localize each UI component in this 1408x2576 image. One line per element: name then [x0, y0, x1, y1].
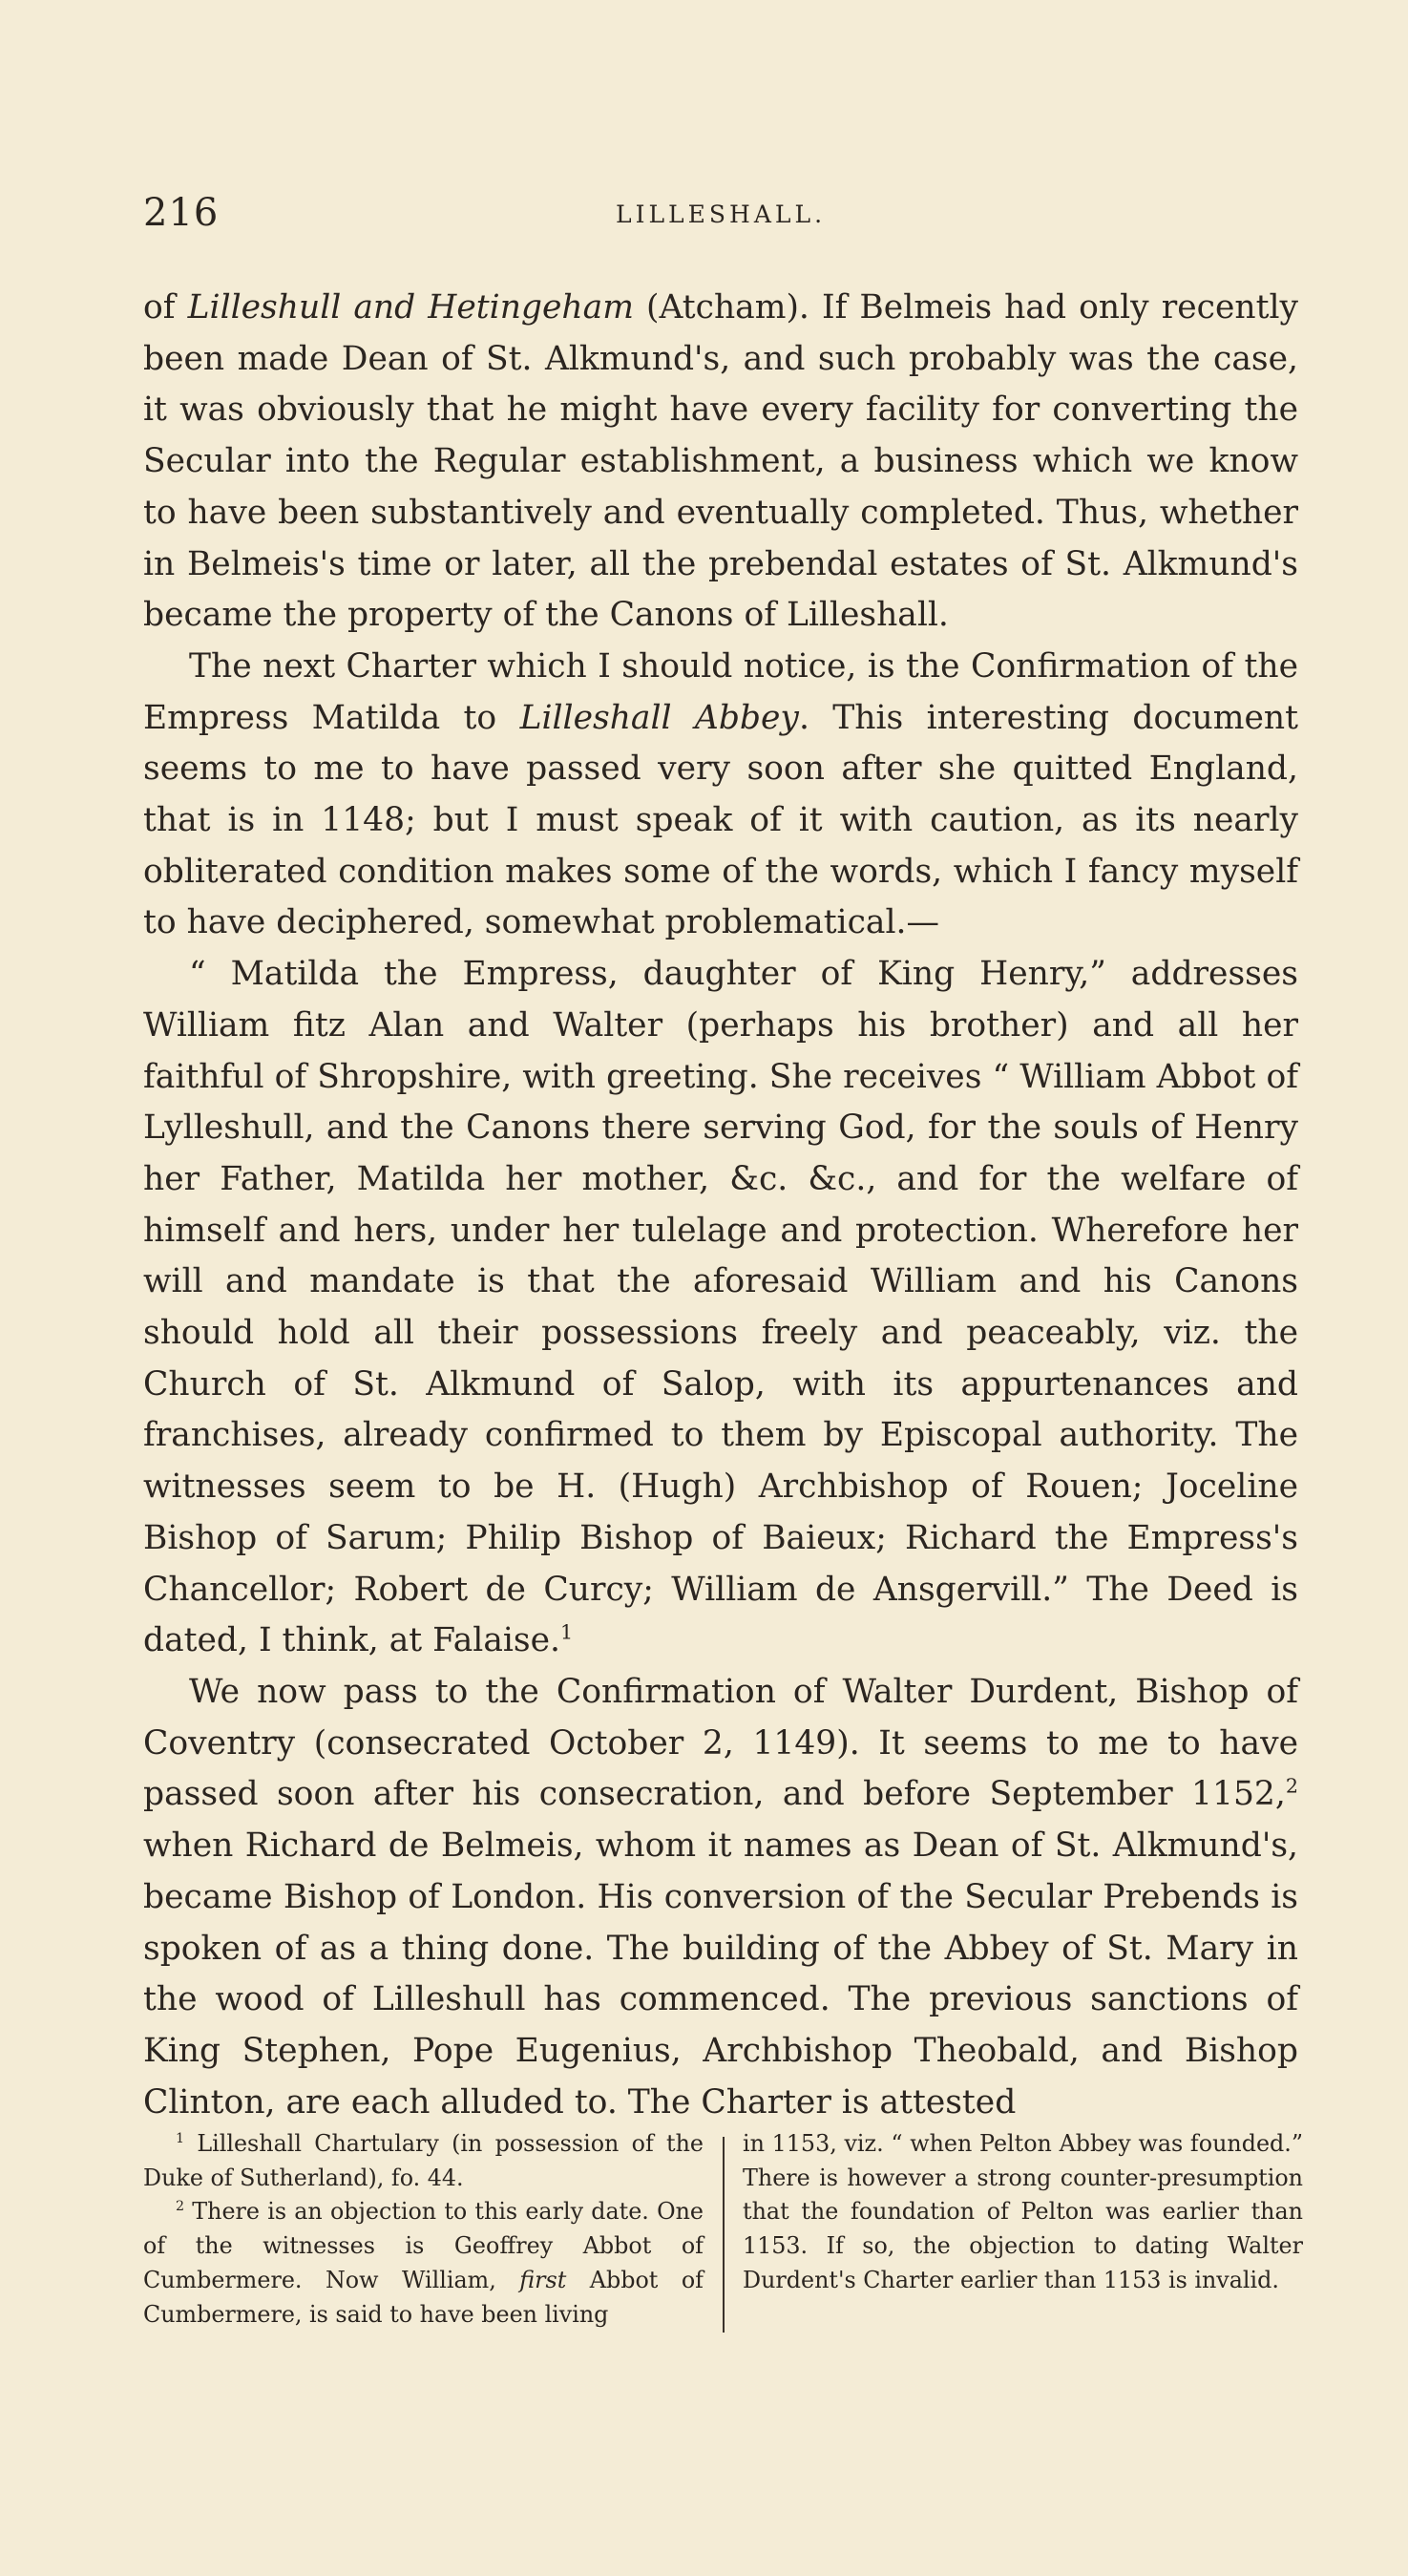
footnote [143, 2127, 704, 2195]
text-run: “ Matilda the Empress, daughter of King Henry,” addresses William fitz Alan and Walter (perhaps his brother) and all her faithful of Shropshire, with greeting. She receives “ William Abbot of Lylleshull, and the Canons there serving God, for the souls of Henry her Father, Matilda her mother, &c. &c., and for the welfare of himself and hers, under her tulelage and protection. Wherefore her will and mandate is that the aforesaid William and his Canons should hold all their possessions freely and peaceably, viz. the Church of St. Alkmund of Salop, with its appurtenances and franchises, already confirmed to them by Episcopal authority. The witnesses seem to be H. (Hugh) Archbishop of Rouen; Joceline Bishop of Sarum; Philip Bishop of Baieux; Richard the Empress's Chancellor; Robert de Curcy; William de Ansgervill.” The Deed is dated, I think, at Falaise. [143, 955, 1298, 1660]
italic-text: Lilleshull and Hetingeham [187, 288, 634, 327]
footnote-column-right [743, 2127, 1303, 2298]
text-run: The next Charter which I should notice, is the Confirmation of the Empress Matilda to [143, 646, 1298, 737]
page-header [143, 191, 1298, 241]
footnote [143, 2195, 704, 2332]
italic-text: first [519, 2266, 567, 2293]
text-run: of [143, 288, 188, 327]
paragraph [143, 642, 1298, 949]
paragraph [143, 1667, 1298, 2128]
column-divider [723, 2137, 725, 2333]
footnote-continuation: in 1153, viz. “ when Pelton Abbey was founded.” There is however a strong counter-presumption that the foundation of Pelton was earlier than 1153. If so, the objection to dating Walter Durdent's Charter earlier than 1153 is invalid. [743, 2130, 1303, 2293]
text-run: when Richard de Belmeis, whom it names as Dean of St. Alkmund's, became Bishop of London. His conversion of the Secular Prebends is spoken of as a thing done. The building of the Abbey of St. Mary in the wood of Lilleshull has commenced. The previous sanctions of King Stephen, Pope Eugenius, Archbishop Theobald, and Bishop Clinton, are each alluded to. The Charter is attested [143, 1826, 1298, 2122]
footnote-text: Abbot of Cumbermere, is said to have been living [143, 2266, 704, 2328]
paragraph [143, 283, 1298, 642]
running-head: LILLESHALL. [615, 201, 827, 228]
footnote-column-left [143, 2127, 704, 2332]
page-number: 216 [143, 191, 220, 235]
footnote-ref: 1 [560, 1620, 574, 1644]
footnote-text: There is an objection to this early date. One of the witnesses is Geoffrey Abbot of Cumbermere. Now William, [143, 2198, 704, 2293]
text-run: . This interesting document seems to me to have passed very soon after she quitted England, that is in 1148; but I must speak of it with caution, as its nearly obliterated condition makes some of the words, which I fancy myself to have deciphered, somewhat problematical.— [143, 698, 1298, 942]
footnote-ref: 2 [1285, 1774, 1298, 1798]
footnote-mark: 1 [176, 2131, 185, 2147]
italic-text: Lilleshall Abbey [519, 698, 799, 737]
footnote-text: Lilleshall Chartulary (in possession of the Duke of Sutherland), fo. 44. [143, 2130, 704, 2191]
text-run: (Atcham). If Belmeis had only recently been made Dean of St. Alkmund's, and such probably was the case, it was obviously that he might have every facility for converting the Secular into the Regular establishment, a business which we know to have been substantively and eventually completed. Thus, whether in Belmeis's time or later, all the prebendal estates of St. Alkmund's became the property of the Canons of Lilleshall. [143, 288, 1298, 635]
footnotes [143, 2127, 1303, 2328]
main-text [143, 283, 1298, 2128]
footnote-mark: 2 [176, 2199, 185, 2215]
paragraph [143, 949, 1298, 1667]
text-run: We now pass to the Confirmation of Walter Durdent, Bishop of Coventry (consecrated October 2, 1149). It seems to me to have passed soon after his consecration, and before September 1152, [143, 1672, 1298, 1814]
